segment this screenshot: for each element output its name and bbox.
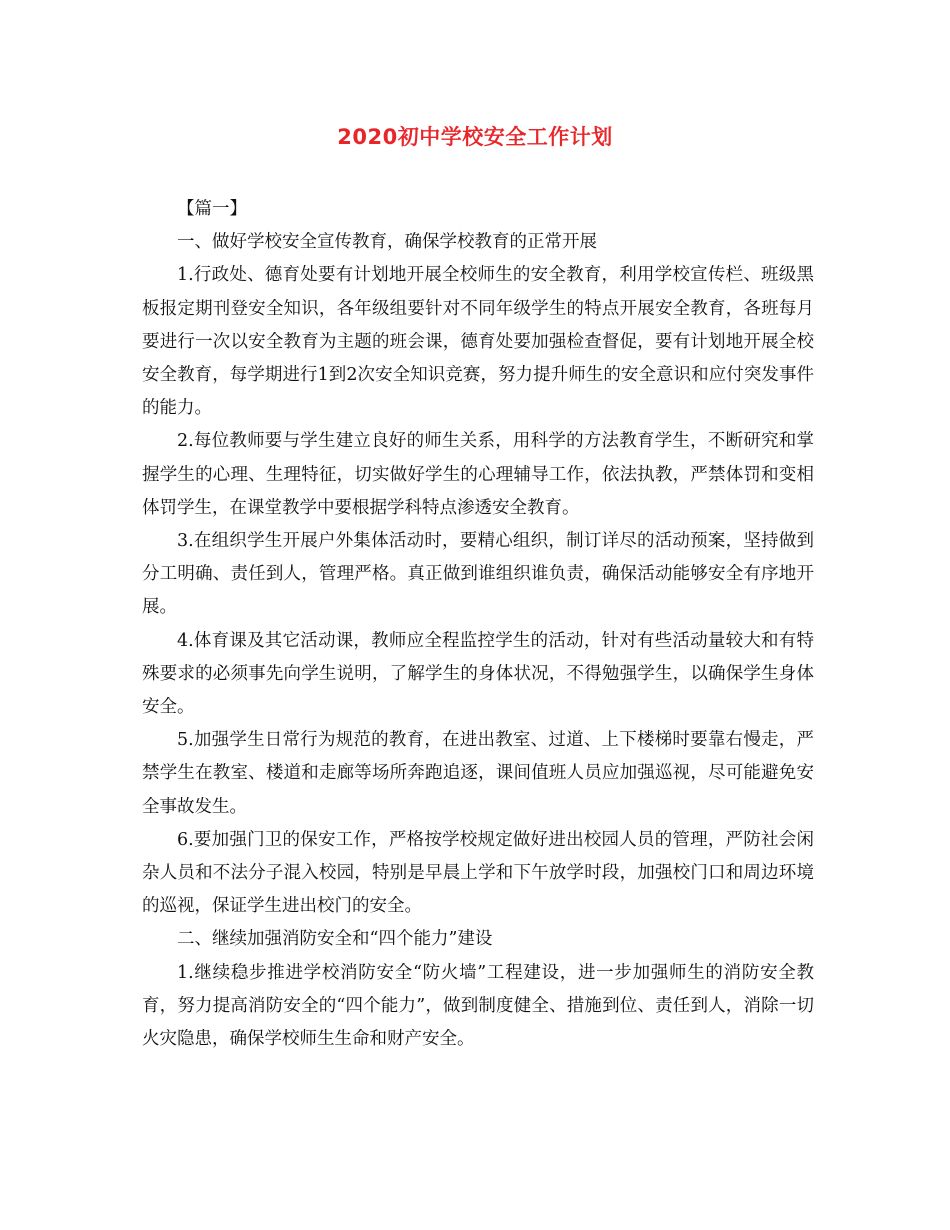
paragraph: 2.每位教师要与学生建立良好的师生关系，用科学的方法教育学生，不断研究和掌握学生的心理、生理特征，切实做好学生的心理辅导工作，依法执教，严禁体罚和变相体罚学生，在课堂教学中要根据学科特点渗透安全教育。 [142,431,814,518]
section-label: 【篇一】 [177,199,247,219]
paragraph: 1.继续稳步推进学校消防安全“防火墙”工程建设，进一步加强师生的消防安全教育，努力提高消防安全的“四个能力”，做到制度健全、措施到位、责任到人，消除一切火灾隐患，确保学校师生生命和财产安全。 [142,962,814,1050]
document-title: 2020初中学校安全工作计划 [337,125,613,149]
document-body [142,193,814,1056]
paragraph: 3.在组织学生开展户外集体活动时，要精心组织，制订详尽的活动预案，坚持做到分工明确、责任到人，管理严格。真正做到谁组织谁负责，确保活动能够安全有序地开展。 [142,531,814,618]
paragraph: 6.要加强门卫的保安工作，严格按学校规定做好进出校园人员的管理，严防社会闲杂人员和不法分子混入校园，特别是早晨上学和下午放学时段，加强校门口和周边环境的巡视，保证学生进出校门的安全。 [142,829,814,917]
section-heading: 二、继续加强消防安全和“四个能力”建设 [177,929,493,950]
paragraph: 4.体育课及其它活动课，教师应全程监控学生的活动，针对有些活动量较大和有特殊要求的必须事先向学生说明，了解学生的身体状况，不得勉强学生，以确保学生身体安全。 [142,630,814,718]
section-heading: 一、做好学校安全宣传教育，确保学校教育的正常开展 [177,232,597,253]
paragraph: 1.行政处、德育处要有计划地开展全校师生的安全教育，利用学校宣传栏、班级黑板报定期刊登安全知识，各年级组要针对不同年级学生的特点开展安全教育，各班每月要进行一次以安全教育为主题的班会课，德育处要加强检查督促，要有计划地开展全校安全教育，每学期进行1到2次安全知识竞赛，努力提升师生的安全意识和应付突发事件的能力。 [142,265,814,419]
paragraph: 5.加强学生日常行为规范的教育，在进出教室、过道、上下楼梯时要靠右慢走，严禁学生在教室、楼道和走廊等场所奔跑追逐，课间值班人员应加强巡视，尽可能避免安全事故发生。 [142,730,814,817]
